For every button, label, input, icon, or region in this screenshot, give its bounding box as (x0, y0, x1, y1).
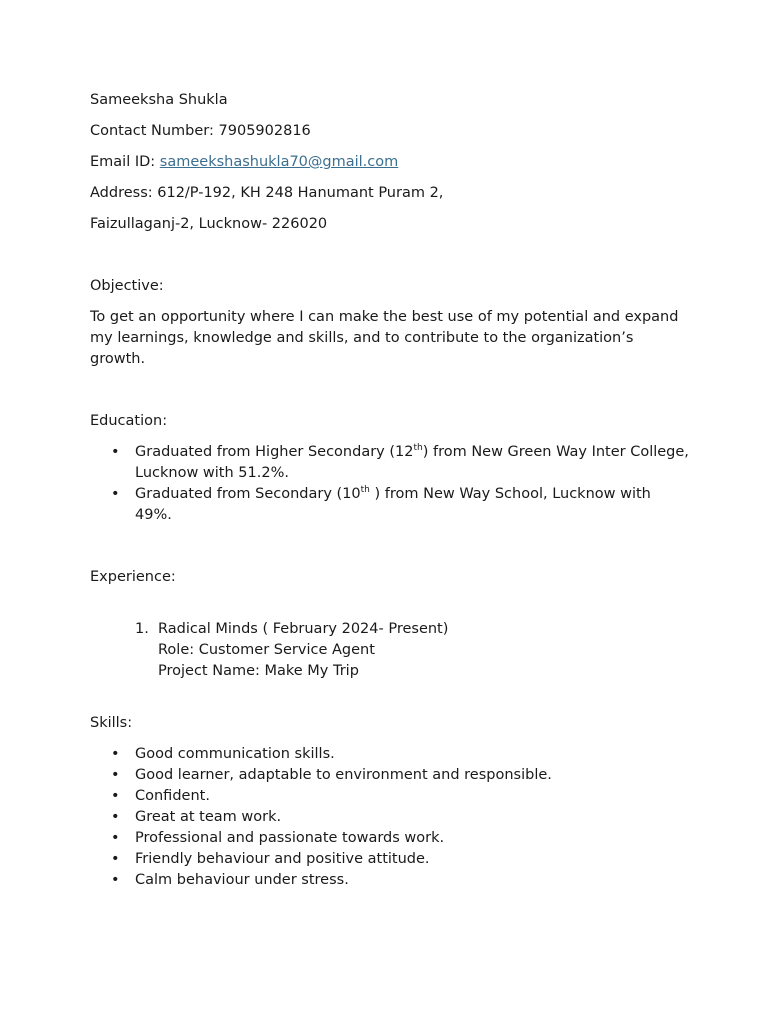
contact-number (90, 121, 690, 142)
skill-item: • Confident. (90, 786, 690, 807)
objective-text: To get an opportunity where I can make the best use of my potential and expand my learnings, knowledge and skills, and to contribute to the organization’s growth. (90, 309, 679, 367)
bullet-icon: • (111, 486, 120, 502)
resume-page (90, 90, 690, 891)
education-item: • Graduated from Secondary (10th ) from New Way School, Lucknow with 49%. (111, 485, 651, 523)
education-heading: Education: (90, 413, 168, 429)
address-line-1: Address: 612/P-192, KH 248 Hanumant Puram 2, (90, 185, 444, 201)
experience-number: 1. (135, 621, 149, 637)
experience-role: Role: Customer Service Agent (158, 642, 375, 658)
experience-company: Radical Minds ( February 2024- Present) (158, 621, 449, 637)
skills-list (90, 744, 690, 891)
email-link[interactable]: sameekshashukla70@gmail.com (159, 154, 399, 170)
education-list (90, 442, 690, 526)
bullet-icon: • (111, 767, 120, 783)
bullet-icon: • (111, 809, 120, 825)
experience-item (90, 619, 690, 682)
education-item: • Graduated from Higher Secondary (12th) from New Green Way Inter College, Lucknow with 51.2%. (111, 443, 689, 481)
experience-list (90, 619, 690, 682)
candidate-name: Sameeksha Shukla (90, 92, 228, 108)
skill-item: • Good learner, adaptable to environment and responsible. (90, 765, 690, 786)
skill-item: • Professional and passionate towards work. (90, 828, 690, 849)
skill-item: • Great at team work. (90, 807, 690, 828)
email-line (90, 152, 690, 173)
bullet-icon: • (111, 444, 120, 460)
email-label: Email ID: (90, 154, 160, 170)
bullet-icon: • (111, 788, 120, 804)
objective-heading: Objective: (90, 278, 164, 294)
experience-heading: Experience: (90, 569, 176, 585)
bullet-icon: • (111, 830, 120, 846)
skill-item: • Friendly behaviour and positive attitude. (90, 849, 690, 870)
address-line-2: Faizullaganj-2, Lucknow- 226020 (90, 216, 328, 232)
skills-heading: Skills: (90, 715, 133, 731)
contact-label: Contact Number: (90, 123, 219, 139)
experience-project: Project Name: Make My Trip (158, 663, 359, 679)
skill-item: • Good communication skills. (90, 744, 690, 765)
contact-value: 7905902816 (218, 123, 311, 139)
bullet-icon: • (111, 872, 120, 888)
bullet-icon: • (111, 851, 120, 867)
skill-item: • Calm behaviour under stress. (90, 870, 690, 891)
bullet-icon: • (111, 746, 120, 762)
